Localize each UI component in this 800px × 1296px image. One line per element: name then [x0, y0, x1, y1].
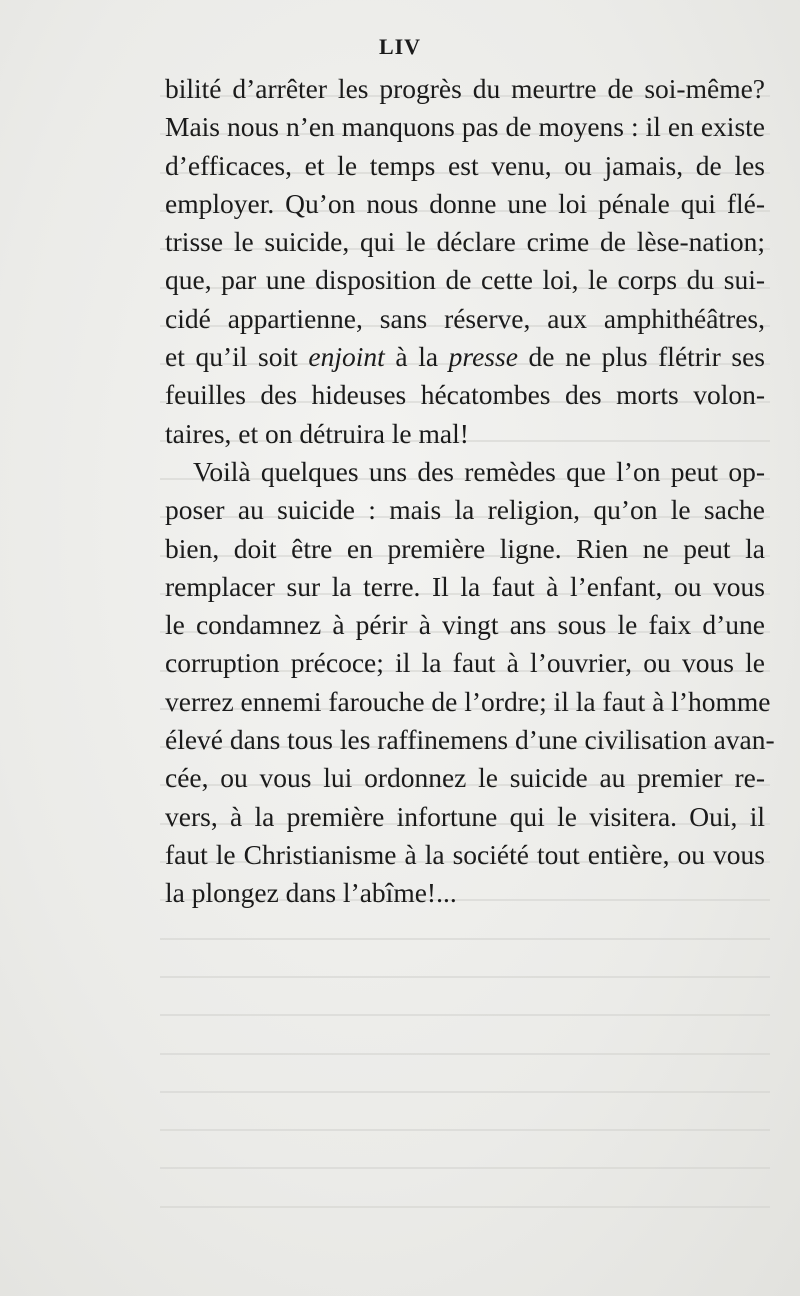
- bleed-line: [160, 938, 770, 940]
- text-line: feuilles des hideuses hécatombes des morts volon-: [165, 379, 765, 411]
- text-line: remplacer sur la terre. Il la faut à l’enfant, ou vous: [165, 570, 765, 602]
- text-line: bilité d’arrêter les progrès du meurtre de soi-même?: [165, 73, 765, 104]
- text-line: que, par une disposition de cette loi, le corps du sui-: [165, 264, 765, 296]
- text-line: taires, et on détruira le mal!: [165, 417, 469, 449]
- text-line: vers, à la première infortune qui le visitera. Oui, il: [165, 800, 765, 832]
- bleed-line: [160, 1053, 770, 1055]
- text-line: trisse le suicide, qui le déclare crime de lèse-nation;: [165, 226, 765, 258]
- text-line: bien, doit être en première ligne. Rien ne peut la: [165, 532, 765, 564]
- text-line: et qu’il soit enjoint à la presse de ne plus flétrir ses: [165, 341, 765, 373]
- bleed-line: [160, 1167, 770, 1169]
- text-line: Voilà quelques uns des remèdes que l’on peut op-: [193, 455, 765, 487]
- text-line: d’efficaces, et le temps est venu, ou jamais, de les: [165, 149, 765, 181]
- body-text: [165, 70, 775, 913]
- text-line: élevé dans tous les raffinemens d’une civilisation avan-: [165, 724, 775, 756]
- text-line: le condamnez à périr à vingt ans sous le faix d’une: [165, 609, 765, 641]
- text-line: cée, ou vous lui ordonnez le suicide au premier re-: [165, 762, 765, 794]
- text-line: la plongez dans l’abîme!...: [165, 877, 457, 909]
- italic-word: presse: [448, 341, 518, 373]
- bleed-line: [160, 1206, 770, 1208]
- text-line: employer. Qu’on nous donne une loi pénale qui flé-: [165, 187, 765, 219]
- text-line: cidé appartienne, sans réserve, aux amphithéâtres,: [165, 302, 765, 334]
- italic-word: enjoint: [308, 341, 385, 373]
- bleed-line: [160, 1091, 770, 1093]
- page-number: LIV: [378, 34, 422, 59]
- bleed-line: [160, 1014, 770, 1016]
- text-line: corruption précoce; il la faut à l’ouvrier, ou vous le: [165, 647, 765, 679]
- text-line: Mais nous n’en manquons pas de moyens : il en existe: [165, 111, 765, 143]
- text-line: poser au suicide : mais la religion, qu’on le sache: [165, 494, 765, 526]
- bleed-line: [160, 1129, 770, 1131]
- text-line: faut le Christianisme à la société tout entière, ou vous: [165, 838, 765, 870]
- text-line: verrez ennemi farouche de l’ordre; il la faut à l’homme: [165, 685, 771, 717]
- bleed-line: [160, 976, 770, 978]
